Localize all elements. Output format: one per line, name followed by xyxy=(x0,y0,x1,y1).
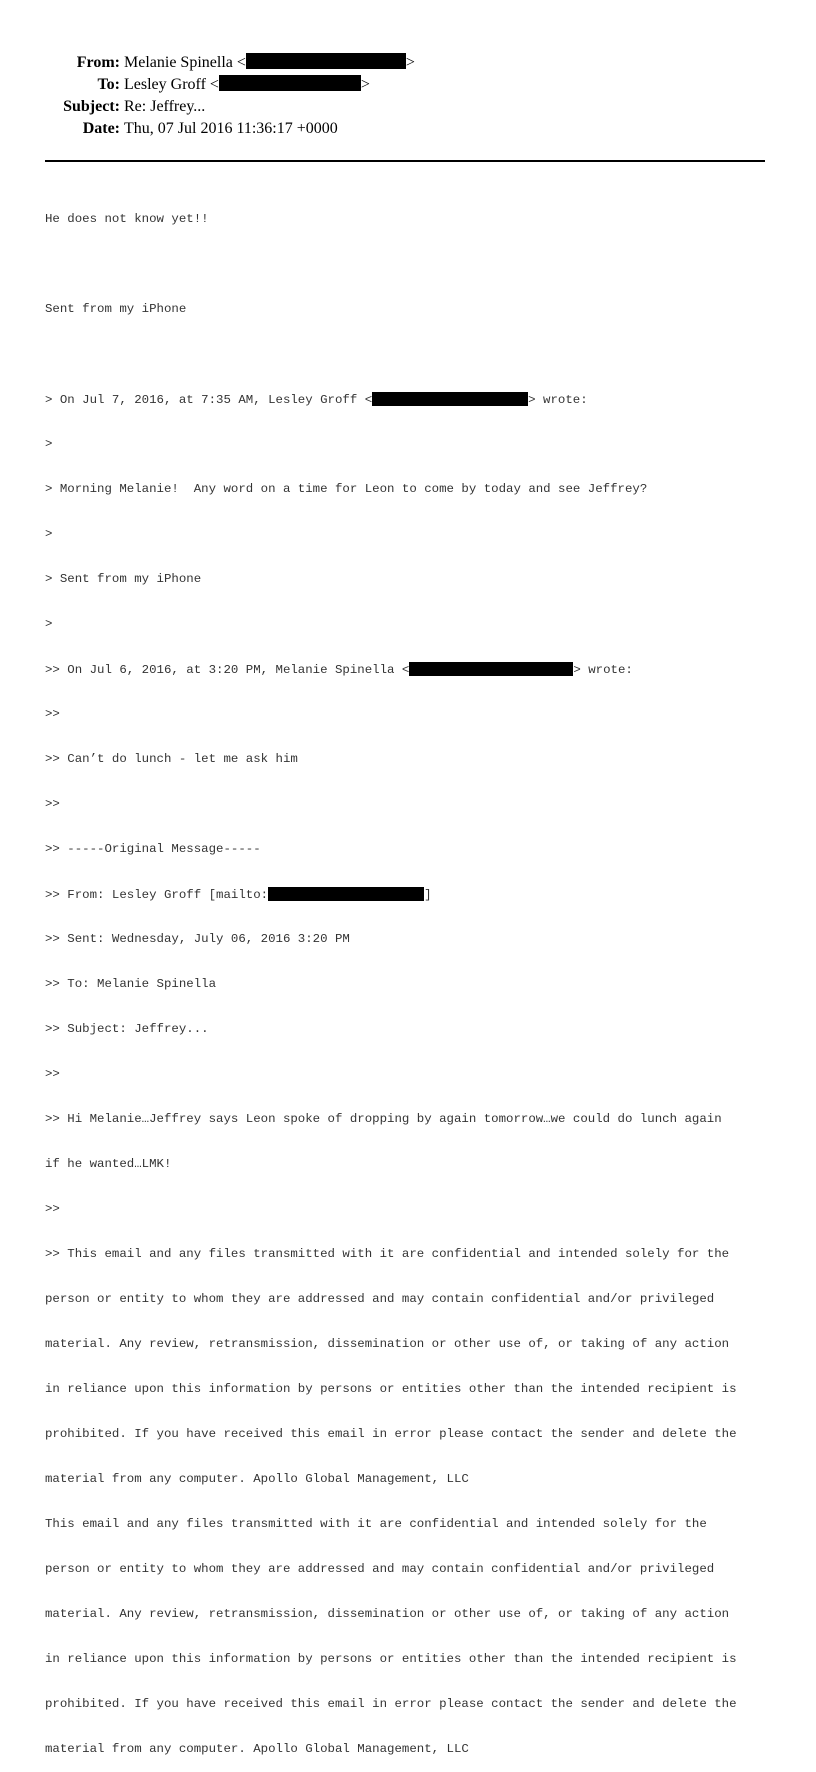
header-divider xyxy=(45,160,765,162)
from-close: > xyxy=(405,54,415,71)
disclaimer-line: material. Any review, retransmission, dissemination or other use of, or taking of any action xyxy=(45,1607,730,1621)
to-row xyxy=(0,74,816,96)
original-from: >> From: Lesley Groff [mailto: xyxy=(45,888,269,902)
body-line xyxy=(45,257,785,272)
redaction-box xyxy=(409,662,573,676)
body-line: > xyxy=(45,527,53,541)
to-name: Lesley Groff < xyxy=(124,76,219,93)
email-body xyxy=(45,182,785,1772)
disclaimer-line: material. Any review, retransmission, dissemination or other use of, or taking of any action xyxy=(45,1337,730,1351)
from-name: Melanie Spinella < xyxy=(124,54,246,71)
body-line: > Sent from my iPhone xyxy=(45,572,202,586)
body-line: >> xyxy=(45,797,60,811)
body-line: >> -----Original Message----- xyxy=(45,842,261,856)
quote-attribution-end: > wrote: xyxy=(573,663,633,677)
body-line: >> xyxy=(45,707,60,721)
body-line xyxy=(45,347,785,362)
from-label: From: xyxy=(76,54,120,71)
subject-row xyxy=(0,96,816,118)
body-line xyxy=(45,662,785,677)
body-line: > xyxy=(45,437,53,451)
disclaimer-line: prohibited. If you have received this email in error please contact the sender and delete the xyxy=(45,1427,737,1441)
body-line: >> To: Melanie Spinella xyxy=(45,977,217,991)
body-line: > Morning Melanie! Any word on a time for Leon to come by today and see Jeffrey? xyxy=(45,482,648,496)
quote-attribution-end: > wrote: xyxy=(528,393,588,407)
disclaimer-line: This email and any files transmitted with it are confidential and intended solely for the xyxy=(45,1517,707,1531)
subject-value: Re: Jeffrey... xyxy=(124,98,206,115)
from-row xyxy=(0,52,816,74)
disclaimer-line: material from any computer. Apollo Global Management, LLC xyxy=(45,1472,469,1486)
body-line: >> xyxy=(45,1202,60,1216)
to-label: To: xyxy=(97,76,120,93)
quote-attribution: >> On Jul 6, 2016, at 3:20 PM, Melanie Spinella < xyxy=(45,663,410,677)
date-value: Thu, 07 Jul 2016 11:36:17 +0000 xyxy=(124,120,338,137)
body-line: He does not know yet!! xyxy=(45,212,209,226)
redaction-box xyxy=(372,392,528,406)
redaction-box xyxy=(268,887,424,901)
body-line xyxy=(45,392,785,407)
original-from-end: ] xyxy=(424,888,432,902)
body-line: >> Sent: Wednesday, July 06, 2016 3:20 PM xyxy=(45,932,350,946)
subject-label: Subject: xyxy=(63,98,120,115)
date-row xyxy=(0,118,816,140)
disclaimer-line: person or entity to whom they are addressed and may contain confidential and/or privileged xyxy=(45,1562,715,1576)
disclaimer-line: in reliance upon this information by persons or entities other than the intended recipient is xyxy=(45,1652,737,1666)
body-line xyxy=(45,887,785,902)
body-line: >> Subject: Jeffrey... xyxy=(45,1022,209,1036)
to-close: > xyxy=(360,76,370,93)
from-value xyxy=(124,52,415,74)
to-value xyxy=(124,74,370,96)
body-line: Sent from my iPhone xyxy=(45,302,187,316)
disclaimer-line: prohibited. If you have received this email in error please contact the sender and delete the xyxy=(45,1697,737,1711)
quote-attribution: > On Jul 7, 2016, at 7:35 AM, Lesley Groff < xyxy=(45,393,373,407)
body-line: >> xyxy=(45,1067,60,1081)
body-line: >> Can’t do lunch - let me ask him xyxy=(45,752,298,766)
disclaimer-line: in reliance upon this information by persons or entities other than the intended recipient is xyxy=(45,1382,737,1396)
body-line: > xyxy=(45,617,53,631)
body-line: if he wanted…LMK! xyxy=(45,1157,172,1171)
disclaimer-line: person or entity to whom they are addressed and may contain confidential and/or privileged xyxy=(45,1292,715,1306)
disclaimer-line: material from any computer. Apollo Global Management, LLC xyxy=(45,1742,469,1756)
redaction-box xyxy=(219,75,361,91)
body-line: >> Hi Melanie…Jeffrey says Leon spoke of dropping by again tomorrow…we could do lunch again xyxy=(45,1112,722,1126)
disclaimer-line: >> This email and any files transmitted with it are confidential and intended solely for the xyxy=(45,1247,730,1261)
date-label: Date: xyxy=(82,120,120,137)
email-header xyxy=(0,52,816,140)
redaction-box xyxy=(246,53,406,69)
